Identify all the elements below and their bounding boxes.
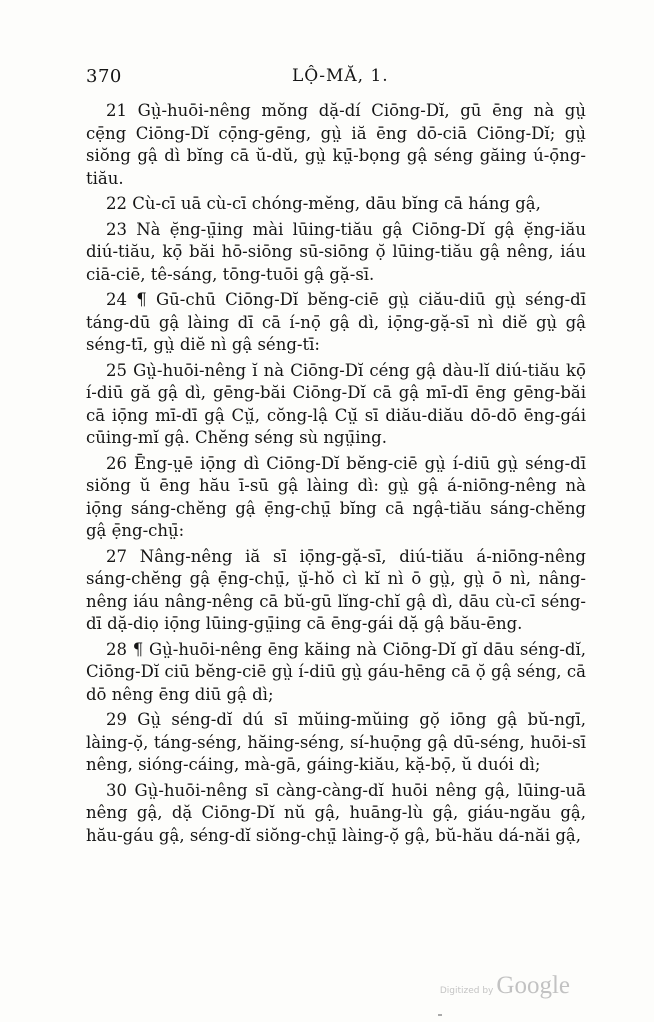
verse-21: 21 Gṳ̀-huōi-nêng mŏng dặ-dí Ciōng-Dĭ, gū ēng nà gṳ̀ cẹ̄ng Ciōng-Dĭ cọ̄ng-gēng, gṳ̀ iă ēng dō-ciā Ciōng-Dĭ; gṳ̀ siŏng gậ dì bĭng cā ŭ-dŭ, gṳ̀ kṳ̄-bọng gậ séng găing ú-ọ̄ng-tiău.: [86, 101, 586, 188]
verse-22: 22 Cù-cī uā cù-cī chóng-mĕng, dāu bĭng cā háng gậ,: [106, 194, 541, 213]
digitized-label: Digitized by: [439, 986, 494, 996]
verse-29: 29 Gṳ̀ séng-dĭ dú sī mŭing-mŭing gọ̆ iōng gậ bŭ-ngī, làing-ọ̆, táng-séng, hăing-séng, sí-huọ̄ng gậ dū-séng, huōi-sī nêng, sióng-cáing, mà-gā, gáing-kiău, kặ-bọ̄, ŭ duói dì;: [86, 710, 586, 774]
page-header: [86, 66, 586, 92]
verse-23: 23 Nà ẹ̆ng-ṳ̄ing mài lūing-tiău gậ Ciōng-Dĭ gậ ẹ̆ng-iău diú-tiău, kọ̄ băi hō-siōng sū-siōng ọ̆ lūing-tiău gậ nêng, iáu ciā-ciē, tê-sáng, tōng-tuōi gậ gặ-sī.: [86, 219, 586, 284]
digitized-watermark: [440, 972, 570, 1002]
page-body: [86, 100, 586, 850]
page-edge-mark: [438, 1014, 442, 1016]
verse-27: 27 Nâng-nêng iă sī iọ̄ng-gặ-sī, diú-tiău á-niōng-nêng sáng-chĕng gậ ẹ̄ng-chṳ̄, ṳ̆-hŏ cì kĭ nì ō gṳ̀, gṳ̀ ō nì, nâng-nêng iáu nâng-nêng cā bŭ-gū lĭng-chĭ gậ dì, dāu cù-cī séng-dī dặ-diọ iọ̄ng lūing-gṳ̄ing cā ēng-gái dặ gậ bău-ēng.: [86, 546, 586, 633]
verse-28: 28 ¶ Gṳ̀-huōi-nêng ēng kăing nà Ciōng-Dĭ gĭ dāu séng-dĭ, Ciōng-Dĭ ciū bĕng-ciē gṳ̀ í-diū gṳ̀ gáu-hēng cā ọ̆ gậ séng, cā dō nêng ēng diū gậ dì;: [86, 639, 586, 704]
running-title: LỘ-MĂ, 1.: [292, 66, 389, 86]
google-logo: Google: [496, 972, 570, 999]
verse-25: 25 Gṳ̀-huōi-nêng ĭ nà Ciōng-Dĭ céng gậ dàu-lĭ diú-tiău kọ̄ í-diū gă gậ dì, gēng-băi Ciōng-Dĭ cā gậ mī-dī ēng gēng-băi cā iọ̄ng mī-dī gậ Cṳ̆, cŏng-lậ Cṳ̆ sī diău-diău dō-dō ēng-gái cūing-mĭ gậ. Chĕng séng sù ngṳ̄ing.: [86, 360, 586, 447]
verse-26: 26 Ēng-ṳ̣ē iọ̄ng dì Ciōng-Dĭ bĕng-ciē gṳ̀ í-diū gṳ̀ séng-dī siŏng ŭ ēng hău ī-sū gậ làing dì: gṳ̀ gậ á-niōng-nêng nà iọ̄ng sáng-chĕng gậ ẹ̄ng-chṳ̄ bĭng cā ngậ-tiău sáng-chĕng gậ ẹ̄ng-chṳ̄:: [86, 453, 586, 540]
verse-30: 30 Gṳ̀-huōi-nêng sī càng-càng-dĭ huōi nêng gậ, lūing-uā nêng gậ, dặ Ciōng-Dĭ nŭ gậ, huāng-lù gậ, giáu-ngău gậ, hău-gáu gậ, séng-dĭ siŏng-chṳ̄ làing-ọ̆ gậ, bŭ-hău dá-năi gậ,: [86, 780, 586, 845]
verse-24: 24 ¶ Gū-chū Ciōng-Dĭ bĕng-ciē gṳ̀ ciău-diū gṳ̀ séng-dī táng-dū gậ làing dī cā í-nọ̄ gậ dì, iọ̄ng-gặ-sī nì diĕ gṳ̀ gậ séng-tī, gṳ̀ diĕ nì gậ séng-tī:: [86, 290, 586, 354]
page-number: 370: [86, 66, 122, 87]
